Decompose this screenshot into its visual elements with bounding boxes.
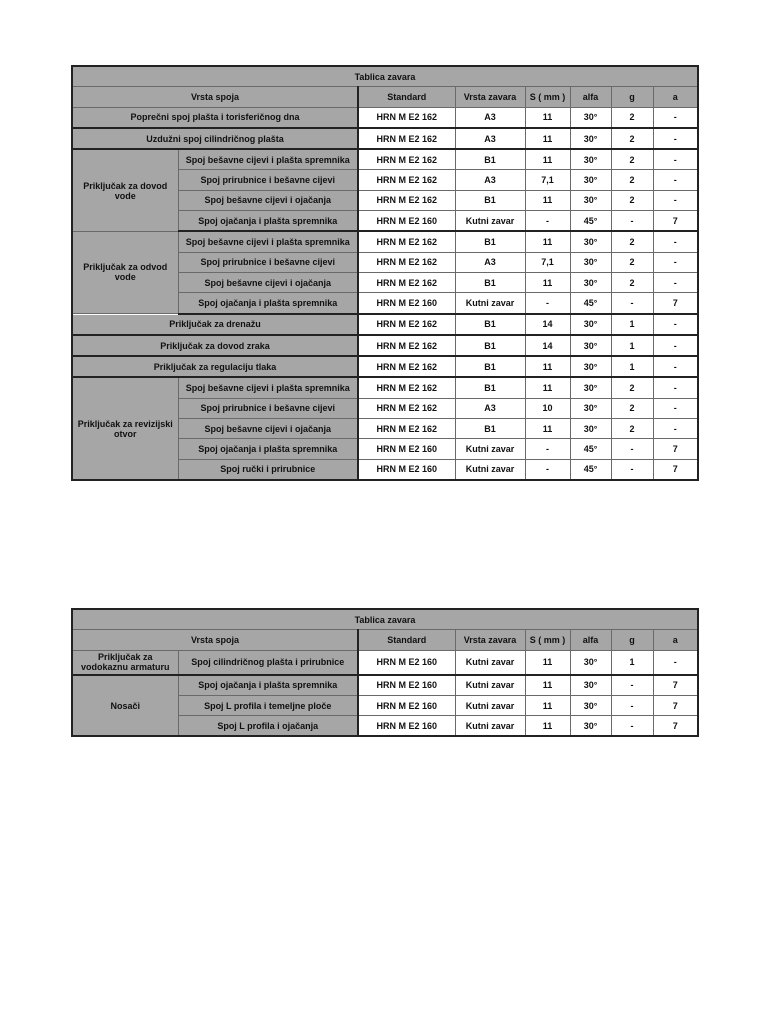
alfa-cell: 30°: [570, 650, 611, 675]
g-cell: -: [611, 211, 653, 232]
alfa-cell: 30°: [570, 335, 611, 356]
s-mm-cell: 10: [525, 398, 570, 418]
alfa-cell: 30°: [570, 716, 611, 737]
g-cell: -: [611, 459, 653, 480]
standard-cell: HRN M E2 160: [358, 459, 455, 480]
joint-group-cell: Nosači: [72, 675, 178, 737]
table-header-row: [72, 630, 698, 650]
s-mm-cell: 11: [525, 107, 570, 128]
g-cell: 2: [611, 128, 653, 149]
g-cell: 2: [611, 149, 653, 170]
table-row: [72, 314, 698, 335]
s-mm-cell: -: [525, 293, 570, 314]
g-cell: 1: [611, 650, 653, 675]
a-cell: -: [653, 356, 698, 377]
a-cell: -: [653, 128, 698, 149]
standard-cell: HRN M E2 162: [358, 335, 455, 356]
standard-cell: HRN M E2 160: [358, 716, 455, 737]
alfa-cell: 30°: [570, 419, 611, 439]
s-mm-cell: 11: [525, 419, 570, 439]
table-row: [72, 356, 698, 377]
standard-cell: HRN M E2 160: [358, 675, 455, 696]
a-cell: 7: [653, 695, 698, 715]
standard-cell: HRN M E2 160: [358, 695, 455, 715]
joint-subtype-cell: Spoj bešavne cijevi i ojačanja: [178, 272, 358, 292]
g-cell: 2: [611, 190, 653, 210]
standard-cell: HRN M E2 162: [358, 149, 455, 170]
alfa-cell: 30°: [570, 314, 611, 335]
weld-type-cell: A3: [455, 128, 525, 149]
header-vrsta-spoja: Vrsta spoja: [72, 87, 358, 107]
s-mm-cell: 11: [525, 190, 570, 210]
g-cell: -: [611, 695, 653, 715]
weld-table-1: [71, 65, 699, 481]
joint-subtype-cell: Spoj ojačanja i plašta spremnika: [178, 439, 358, 459]
joint-subtype-cell: Spoj prirubnice i bešavne cijevi: [178, 170, 358, 190]
joint-subtype-cell: Spoj L profila i temeljne ploče: [178, 695, 358, 715]
alfa-cell: 45°: [570, 211, 611, 232]
a-cell: -: [653, 314, 698, 335]
joint-subtype-cell: Spoj cilindričnog plašta i prirubnice: [178, 650, 358, 675]
header-g: g: [611, 87, 653, 107]
table-title: Tablica zavara: [72, 609, 698, 630]
a-cell: -: [653, 419, 698, 439]
g-cell: 2: [611, 419, 653, 439]
alfa-cell: 30°: [570, 252, 611, 272]
a-cell: -: [653, 252, 698, 272]
joint-subtype-cell: Spoj L profila i ojačanja: [178, 716, 358, 737]
weld-type-cell: B1: [455, 335, 525, 356]
joint-group-cell: Priključak za odvod vode: [72, 231, 178, 313]
weld-type-cell: Kutni zavar: [455, 439, 525, 459]
weld-type-cell: Kutni zavar: [455, 211, 525, 232]
weld-type-cell: A3: [455, 252, 525, 272]
a-cell: 7: [653, 716, 698, 737]
a-cell: 7: [653, 293, 698, 314]
g-cell: 2: [611, 398, 653, 418]
weld-type-cell: B1: [455, 356, 525, 377]
table-header-row: [72, 87, 698, 107]
g-cell: -: [611, 716, 653, 737]
g-cell: -: [611, 439, 653, 459]
joint-type-cell: Priključak za regulaciju tlaka: [72, 356, 358, 377]
s-mm-cell: 7,1: [525, 170, 570, 190]
alfa-cell: 30°: [570, 272, 611, 292]
standard-cell: HRN M E2 162: [358, 128, 455, 149]
table-row: [72, 650, 698, 675]
standard-cell: HRN M E2 160: [358, 211, 455, 232]
alfa-cell: 30°: [570, 128, 611, 149]
alfa-cell: 30°: [570, 377, 611, 398]
g-cell: -: [611, 293, 653, 314]
standard-cell: HRN M E2 162: [358, 190, 455, 210]
alfa-cell: 45°: [570, 459, 611, 480]
joint-type-cell: Priključak za drenažu: [72, 314, 358, 335]
standard-cell: HRN M E2 162: [358, 272, 455, 292]
weld-type-cell: B1: [455, 272, 525, 292]
weld-type-cell: A3: [455, 398, 525, 418]
standard-cell: HRN M E2 162: [358, 252, 455, 272]
standard-cell: HRN M E2 162: [358, 170, 455, 190]
s-mm-cell: -: [525, 211, 570, 232]
header-a: a: [653, 87, 698, 107]
header-vrsta-zavara: Vrsta zavara: [455, 630, 525, 650]
s-mm-cell: 14: [525, 335, 570, 356]
weld-type-cell: Kutni zavar: [455, 459, 525, 480]
s-mm-cell: 14: [525, 314, 570, 335]
header-vrsta-spoja: Vrsta spoja: [72, 630, 358, 650]
table-row: [72, 107, 698, 128]
weld-type-cell: B1: [455, 149, 525, 170]
joint-type-cell: Uzdužni spoj cilindričnog plašta: [72, 128, 358, 149]
standard-cell: HRN M E2 162: [358, 314, 455, 335]
g-cell: 2: [611, 170, 653, 190]
g-cell: 2: [611, 252, 653, 272]
joint-type-cell: Priključak za dovod zraka: [72, 335, 358, 356]
header-s-mm: S ( mm ): [525, 87, 570, 107]
a-cell: -: [653, 190, 698, 210]
joint-subtype-cell: Spoj bešavne cijevi i plašta spremnika: [178, 377, 358, 398]
alfa-cell: 30°: [570, 170, 611, 190]
s-mm-cell: 11: [525, 272, 570, 292]
header-g: g: [611, 630, 653, 650]
weld-type-cell: Kutni zavar: [455, 695, 525, 715]
g-cell: 2: [611, 272, 653, 292]
s-mm-cell: 11: [525, 695, 570, 715]
standard-cell: HRN M E2 162: [358, 231, 455, 252]
g-cell: 1: [611, 314, 653, 335]
table-row: [72, 675, 698, 696]
a-cell: -: [653, 231, 698, 252]
joint-subtype-cell: Spoj prirubnice i bešavne cijevi: [178, 252, 358, 272]
table-row: [72, 128, 698, 149]
g-cell: 2: [611, 231, 653, 252]
table-title-row: [72, 66, 698, 87]
weld-type-cell: Kutni zavar: [455, 716, 525, 737]
table-row: [72, 149, 698, 170]
alfa-cell: 30°: [570, 675, 611, 696]
s-mm-cell: 11: [525, 675, 570, 696]
weld-type-cell: B1: [455, 419, 525, 439]
weld-type-cell: Kutni zavar: [455, 650, 525, 675]
header-standard: Standard: [358, 87, 455, 107]
header-alfa: alfa: [570, 630, 611, 650]
joint-subtype-cell: Spoj ojačanja i plašta spremnika: [178, 211, 358, 232]
s-mm-cell: 11: [525, 231, 570, 252]
weld-type-cell: A3: [455, 107, 525, 128]
header-s-mm: S ( mm ): [525, 630, 570, 650]
standard-cell: HRN M E2 162: [358, 377, 455, 398]
header-standard: Standard: [358, 630, 455, 650]
standard-cell: HRN M E2 160: [358, 650, 455, 675]
joint-group-cell: Priključak za dovod vode: [72, 149, 178, 231]
a-cell: -: [653, 398, 698, 418]
s-mm-cell: 11: [525, 377, 570, 398]
joint-subtype-cell: Spoj ojačanja i plašta spremnika: [178, 293, 358, 314]
alfa-cell: 30°: [570, 190, 611, 210]
joint-group-cell: Priključak za revizijski otvor: [72, 377, 178, 479]
a-cell: -: [653, 170, 698, 190]
alfa-cell: 30°: [570, 231, 611, 252]
joint-subtype-cell: Spoj bešavne cijevi i plašta spremnika: [178, 231, 358, 252]
a-cell: -: [653, 149, 698, 170]
a-cell: -: [653, 107, 698, 128]
a-cell: 7: [653, 439, 698, 459]
joint-subtype-cell: Spoj ojačanja i plašta spremnika: [178, 675, 358, 696]
joint-subtype-cell: Spoj bešavne cijevi i ojačanja: [178, 419, 358, 439]
standard-cell: HRN M E2 162: [358, 419, 455, 439]
s-mm-cell: 11: [525, 149, 570, 170]
s-mm-cell: 11: [525, 716, 570, 737]
alfa-cell: 45°: [570, 439, 611, 459]
s-mm-cell: 11: [525, 650, 570, 675]
table-title: Tablica zavara: [72, 66, 698, 87]
weld-type-cell: B1: [455, 231, 525, 252]
s-mm-cell: 11: [525, 356, 570, 377]
alfa-cell: 30°: [570, 149, 611, 170]
weld-type-cell: B1: [455, 377, 525, 398]
table-row: [72, 335, 698, 356]
weld-table-2: [71, 608, 699, 737]
g-cell: 1: [611, 356, 653, 377]
g-cell: -: [611, 675, 653, 696]
standard-cell: HRN M E2 160: [358, 293, 455, 314]
standard-cell: HRN M E2 162: [358, 398, 455, 418]
weld-type-cell: B1: [455, 314, 525, 335]
standard-cell: HRN M E2 160: [358, 439, 455, 459]
alfa-cell: 30°: [570, 695, 611, 715]
alfa-cell: 30°: [570, 107, 611, 128]
s-mm-cell: 11: [525, 128, 570, 149]
g-cell: 1: [611, 335, 653, 356]
table-row: [72, 377, 698, 398]
alfa-cell: 30°: [570, 356, 611, 377]
header-vrsta-zavara: Vrsta zavara: [455, 87, 525, 107]
weld-type-cell: B1: [455, 190, 525, 210]
weld-type-cell: Kutni zavar: [455, 293, 525, 314]
g-cell: 2: [611, 107, 653, 128]
a-cell: -: [653, 272, 698, 292]
a-cell: 7: [653, 211, 698, 232]
weld-type-cell: A3: [455, 170, 525, 190]
a-cell: 7: [653, 675, 698, 696]
header-alfa: alfa: [570, 87, 611, 107]
standard-cell: HRN M E2 162: [358, 107, 455, 128]
table-title-row: [72, 609, 698, 630]
g-cell: 2: [611, 377, 653, 398]
alfa-cell: 45°: [570, 293, 611, 314]
s-mm-cell: -: [525, 439, 570, 459]
joint-subtype-cell: Spoj prirubnice i bešavne cijevi: [178, 398, 358, 418]
joint-subtype-cell: Spoj bešavne cijevi i plašta spremnika: [178, 149, 358, 170]
a-cell: 7: [653, 459, 698, 480]
table-row: [72, 231, 698, 252]
s-mm-cell: -: [525, 459, 570, 480]
s-mm-cell: 7,1: [525, 252, 570, 272]
alfa-cell: 30°: [570, 398, 611, 418]
joint-group-cell: Priključak za vodokaznu armaturu: [72, 650, 178, 675]
joint-type-cell: Poprečni spoj plašta i torisferičnog dna: [72, 107, 358, 128]
joint-subtype-cell: Spoj bešavne cijevi i ojačanja: [178, 190, 358, 210]
a-cell: -: [653, 335, 698, 356]
standard-cell: HRN M E2 162: [358, 356, 455, 377]
a-cell: -: [653, 377, 698, 398]
joint-subtype-cell: Spoj ručki i prirubnice: [178, 459, 358, 480]
weld-type-cell: Kutni zavar: [455, 675, 525, 696]
header-a: a: [653, 630, 698, 650]
a-cell: -: [653, 650, 698, 675]
